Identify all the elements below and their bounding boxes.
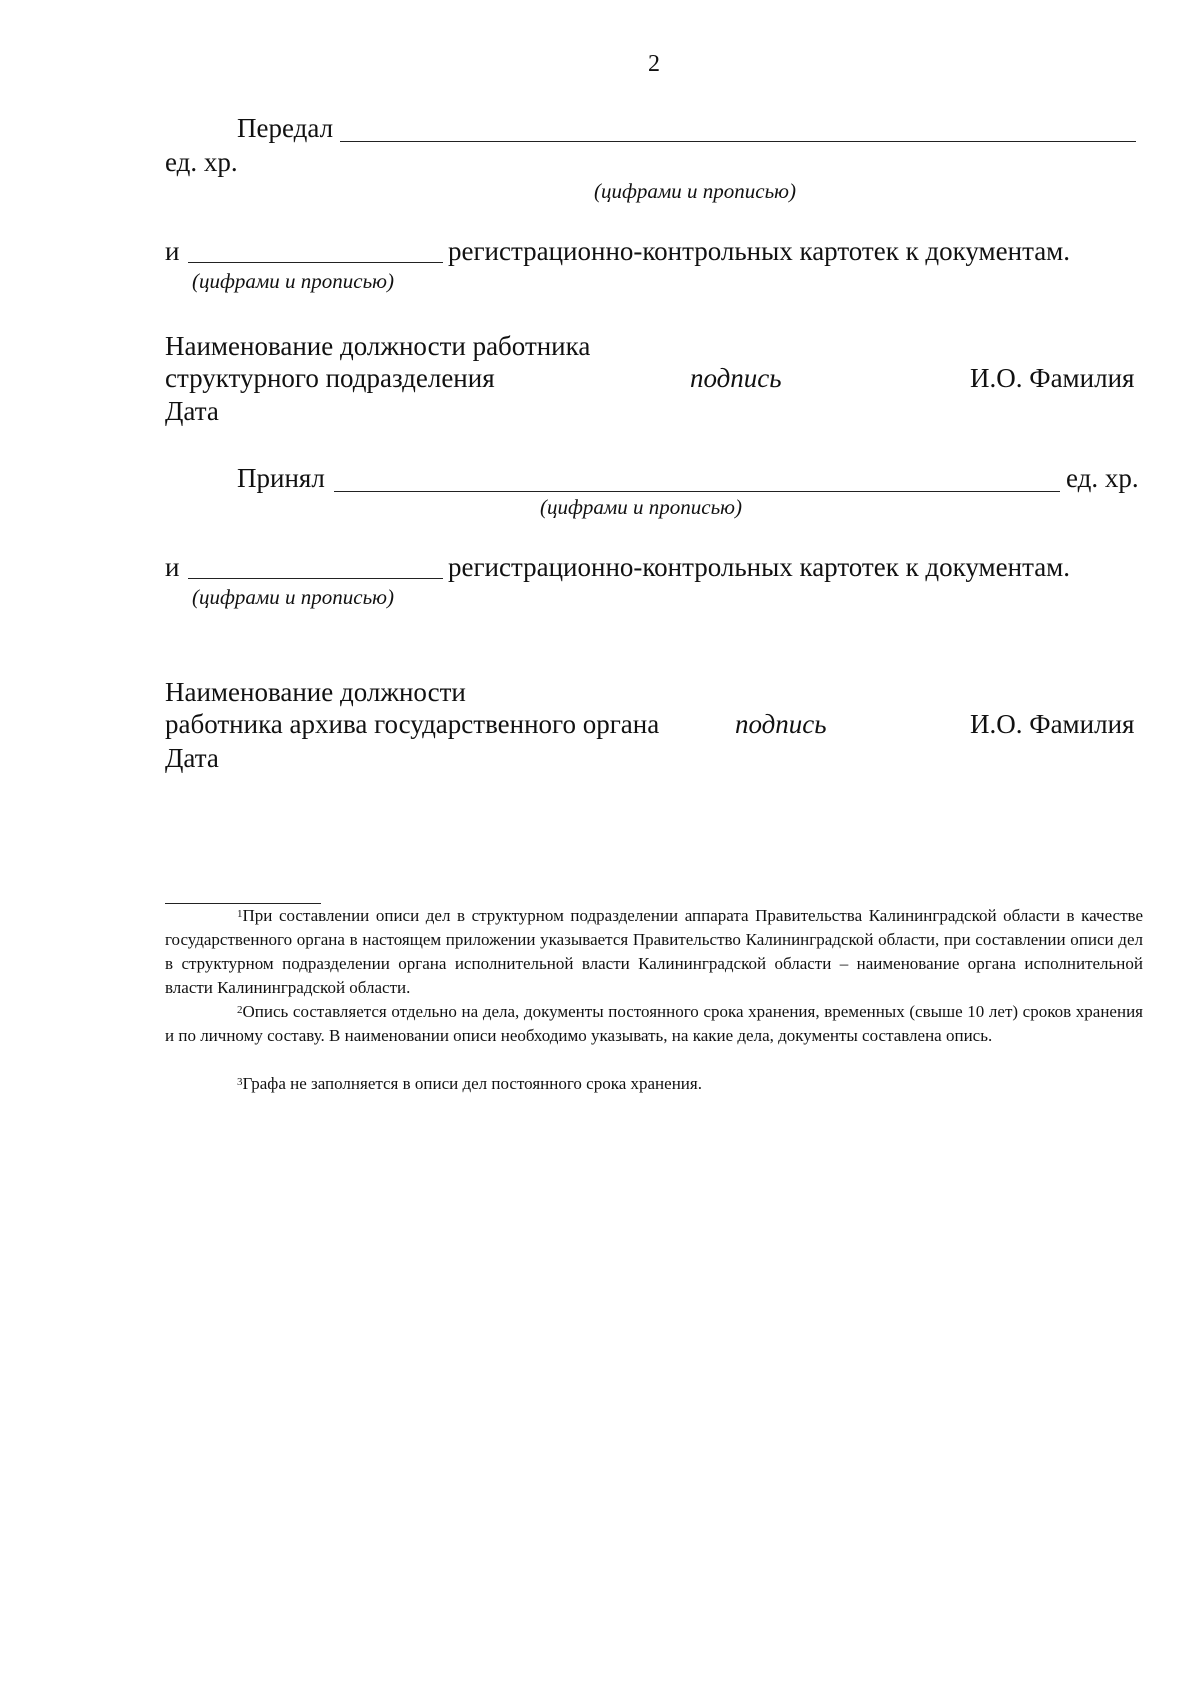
received-units-line	[334, 491, 1060, 492]
transferred-date: Дата	[165, 396, 219, 426]
footnote-1	[165, 904, 1143, 1000]
received-cards-prefix: и	[165, 552, 180, 582]
transferred-signature: подпись	[690, 363, 782, 393]
received-cards-line	[188, 578, 443, 579]
received-name: И.О. Фамилия	[970, 709, 1135, 739]
transferred-units: ед. хр.	[165, 147, 238, 177]
received-units: ед. хр.	[1066, 463, 1139, 493]
transferred-hint: (цифрами и прописью)	[594, 179, 796, 203]
transferred-position-line1: Наименование должности работника	[165, 331, 591, 361]
footnote-3-text: Графа не заполняется в описи дел постоянного срока хранения.	[242, 1074, 702, 1093]
received-position-line2: работника архива государственного органа	[165, 709, 660, 739]
received-hint: (цифрами и прописью)	[540, 495, 742, 519]
received-label: Принял	[237, 463, 325, 493]
transferred-name: И.О. Фамилия	[970, 363, 1135, 393]
footnote-3-mark: 3	[237, 1076, 243, 1088]
received-cards-hint: (цифрами и прописью)	[192, 585, 394, 609]
received-position-line1: Наименование должности	[165, 677, 466, 707]
received-cards-text: регистрационно-контрольных картотек к документам.	[448, 552, 1071, 582]
transferred-cards-text: регистрационно-контрольных картотек к документам.	[448, 236, 1071, 266]
footnote-3	[165, 1072, 1143, 1096]
transferred-cards-line	[188, 262, 443, 263]
transferred-cards-prefix: и	[165, 236, 180, 266]
footnote-2	[165, 1000, 1143, 1048]
transferred-cards-hint: (цифрами и прописью)	[192, 269, 394, 293]
page-number: 2	[648, 51, 660, 77]
transferred-units-line	[340, 141, 1136, 142]
transferred-label: Передал	[237, 113, 334, 143]
received-signature: подпись	[735, 709, 827, 739]
transferred-position-line2: структурного подразделения	[165, 363, 495, 393]
footnote-1-text: При составлении описи дел в структурном подразделении аппарата Правительства Калининградской области в качестве государственного органа в настоящем приложении указывается Правительство Калининградской области, при составлении описи дел в структурном подразделении органа исполнительной власти Калининградской области – наименование органа исполнительной власти Калининградской области.	[165, 906, 1143, 997]
received-date: Дата	[165, 743, 219, 773]
footnote-2-mark: 2	[237, 1004, 243, 1016]
footnote-2-text: Опись составляется отдельно на дела, документы постоянного срока хранения, временных (свыше 10 лет) сроков хранения и по личному составу. В наименовании описи необходимо указывать, на какие дела, документы составлена опись.	[165, 1002, 1143, 1045]
footnote-1-mark: 1	[237, 908, 243, 920]
